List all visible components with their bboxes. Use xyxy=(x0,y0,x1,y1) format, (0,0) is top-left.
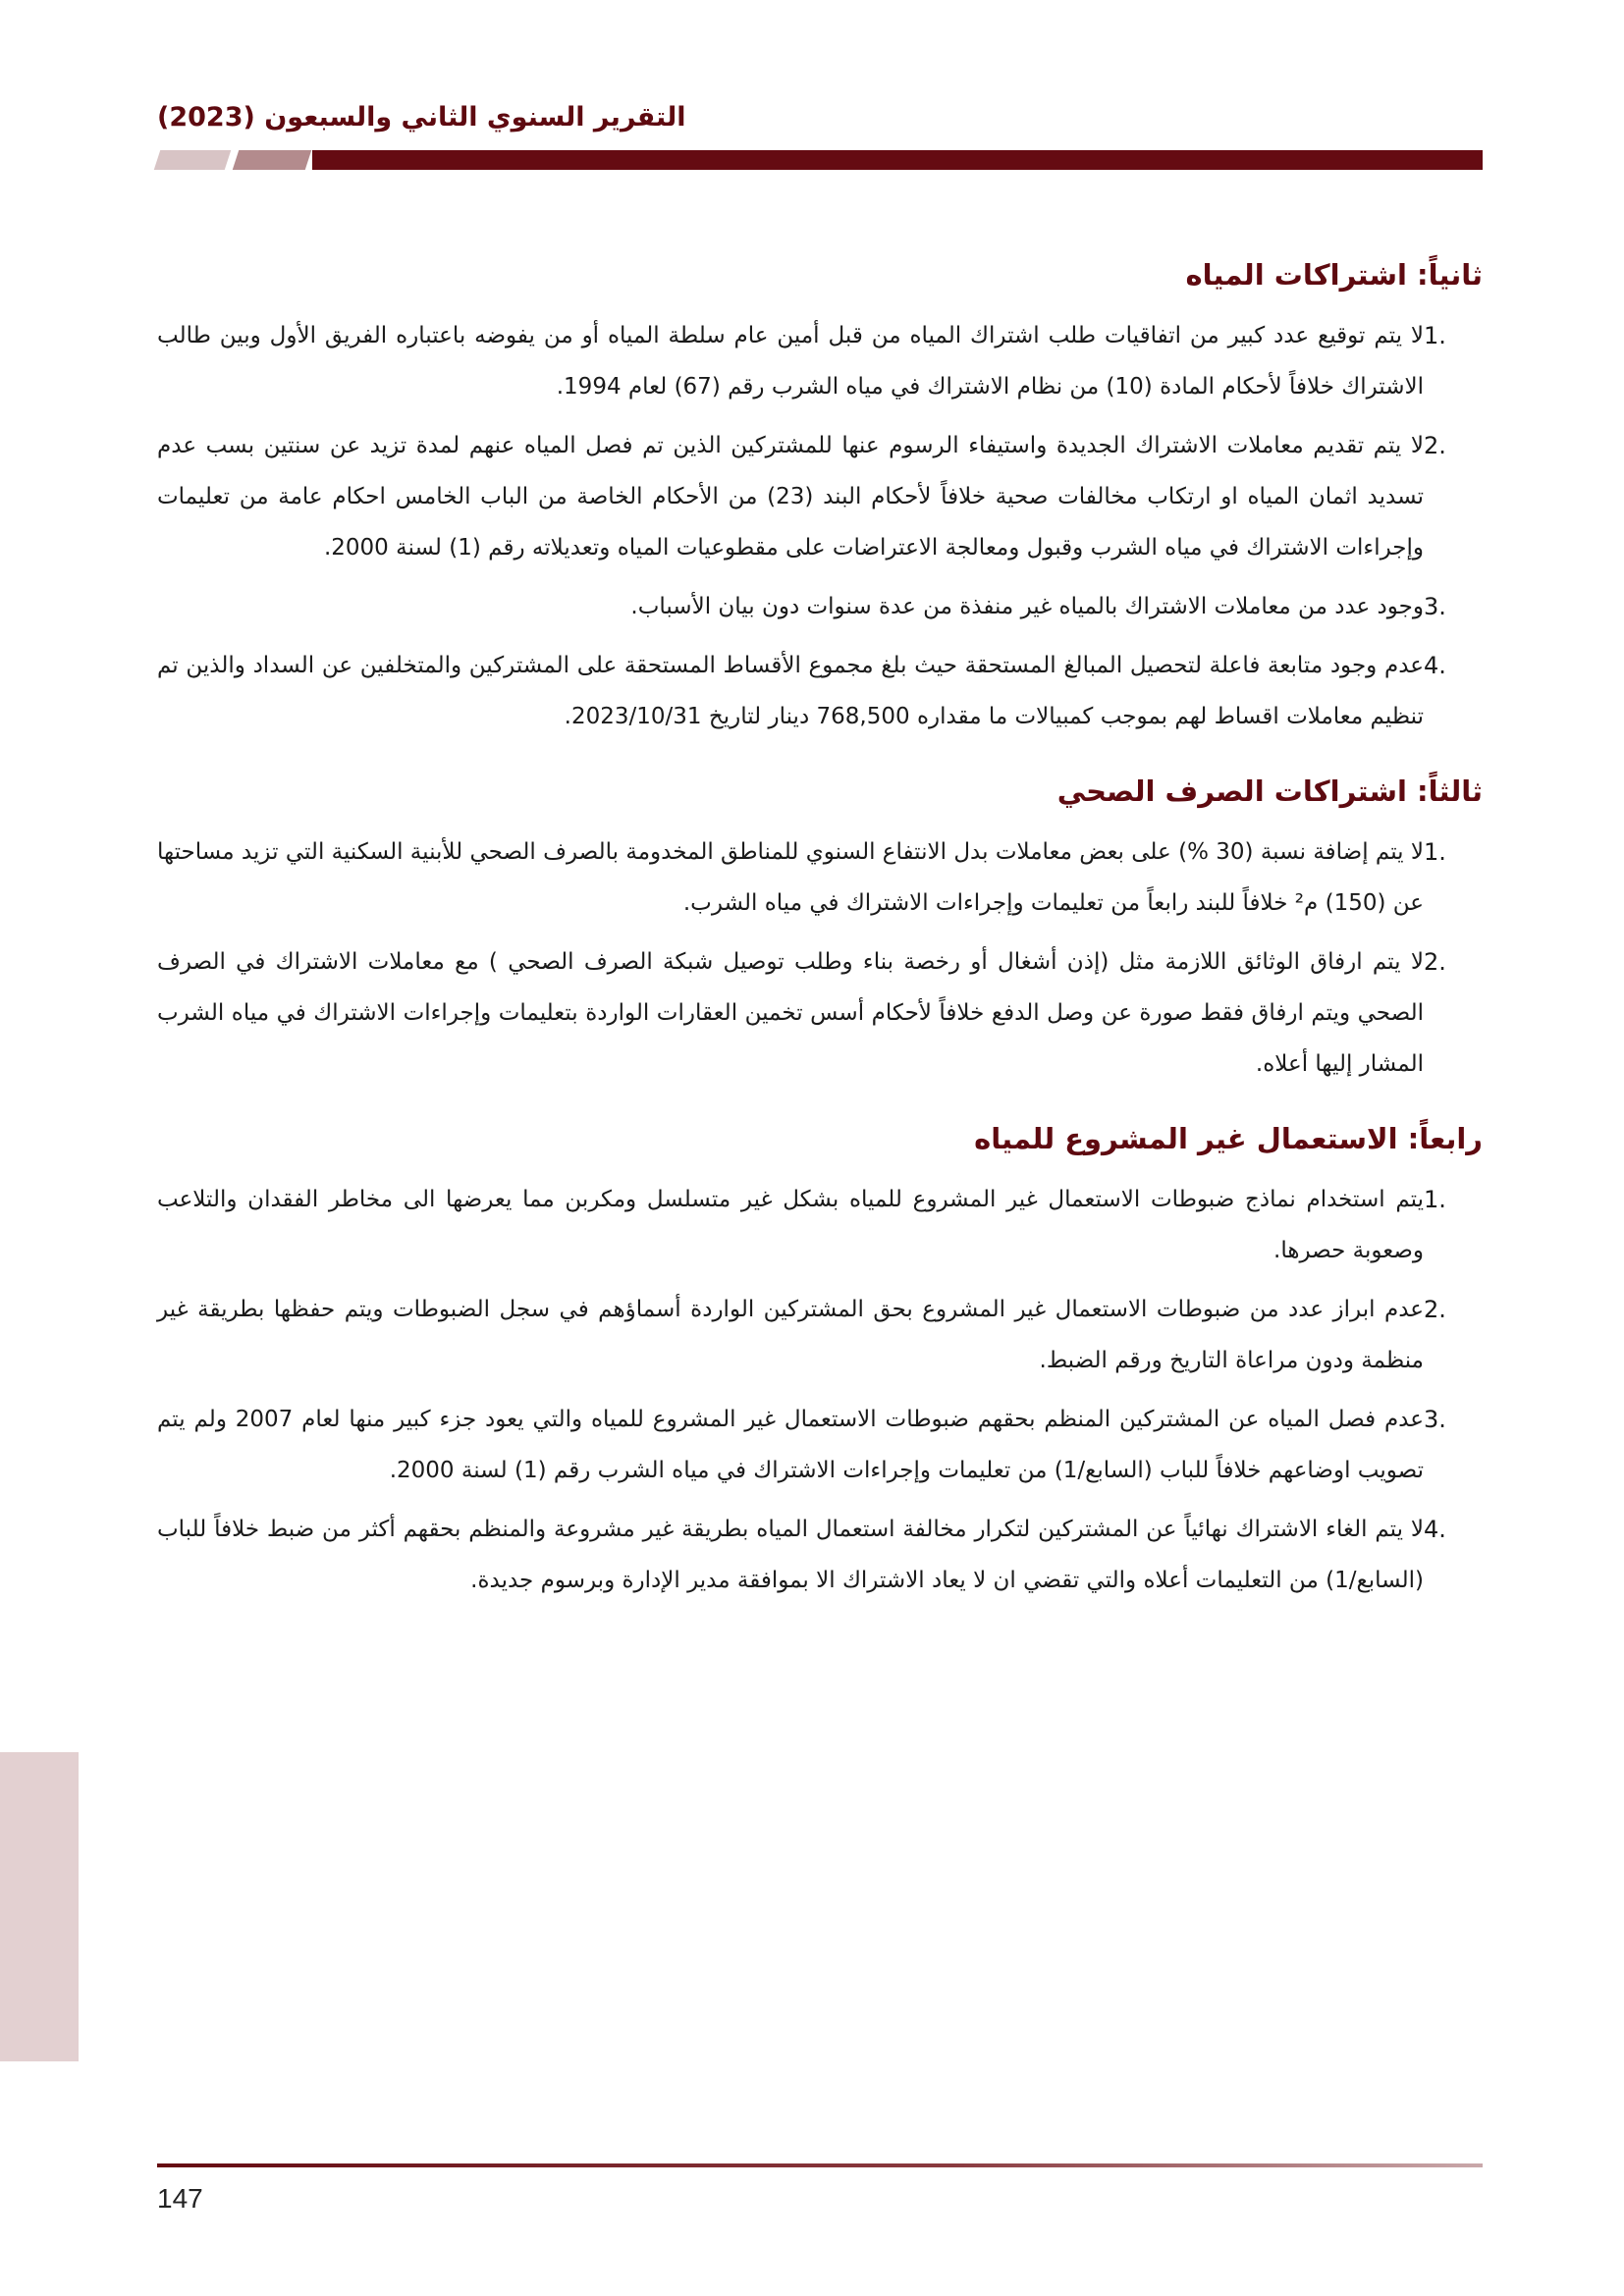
item-text: لا يتم توقيع عدد كبير من اتفاقيات طلب اشتراك المياه من قبل أمين عام سلطة المياه أو من يفوضه باعتباره الفريق الأول وبين طالب الاشتراك خلافاً لأحكام المادة (10) من نظام الاشتراك في مياه الشرب رقم (67) لعام 1994. xyxy=(157,323,1424,400)
findings-list xyxy=(157,310,1483,742)
item-text: لا يتم الغاء الاشتراك نهائياً عن المشتركين لتكرار مخالفة استعمال المياه بطريقة غير مشروعة والمنظم بحقهم أكثر من ضبط خلافاً للباب (السابع/1) من التعليمات أعلاه والتي تقضي ان لا يعاد الاشتراك الا بموافقة مدير الإدارة وبرسوم جديدة. xyxy=(157,1517,1424,1593)
list-item xyxy=(157,420,1483,573)
header-bar-medium xyxy=(233,150,311,170)
item-number: 2. xyxy=(1424,1296,1446,1323)
item-number: 3. xyxy=(1424,1406,1446,1433)
item-number: 2. xyxy=(1424,948,1446,976)
page-number: 147 xyxy=(157,2183,203,2214)
item-text: لا يتم تقديم معاملات الاشتراك الجديدة واستيفاء الرسوم عنها للمشتركين الذين تم فصل المياه عنهم لمدة تزيد عن سنتين بسب عدم تسديد اثمان المياه او ارتكاب مخالفات صحية خلافاً لأحكام البند (23) من الأحكام الخاصة من الباب الخامس احكام عامة من تعليمات وإجراءات الاشتراك في مياه الشرب وقبول ومعالجة الاعتراضات على مقطوعيات المياه وتعديلاته رقم (1) لسنة 2000. xyxy=(157,433,1424,561)
item-number: 1. xyxy=(1424,838,1446,866)
list-item xyxy=(157,1394,1483,1496)
side-tab-marker xyxy=(0,1752,79,2061)
item-number: 1. xyxy=(1424,1186,1446,1213)
findings-list xyxy=(157,827,1483,1090)
list-item xyxy=(157,310,1483,412)
footer-divider xyxy=(157,2163,1483,2167)
section-water-subscriptions xyxy=(157,247,1483,742)
item-number: 3. xyxy=(1424,593,1446,620)
header-bar-light xyxy=(154,150,231,170)
report-title: التقرير السنوي الثاني والسبعون (2023) xyxy=(157,102,686,133)
item-text: لا يتم إضافة نسبة (30 %) على بعض معاملات بدل الانتفاع السنوي للمناطق المخدومة بالصرف الصحي للأبنية السكنية التي تزيد مساحتها عن (150) م² خلافاً للبند رابعاً من تعليمات وإجراءات الاشتراك في مياه الشرب. xyxy=(157,839,1424,916)
section-heading: رابعاً: الاستعمال غير المشروع للمياه xyxy=(974,1122,1483,1155)
section-heading: ثالثاً: اشتراكات الصرف الصحي xyxy=(1056,774,1483,808)
item-text: لا يتم ارفاق الوثائق اللازمة مثل (إذن أشغال أو رخصة بناء وطلب توصيل شبكة الصرف الصحي ) مع معاملات الاشتراك في الصرف الصحي ويتم ارفاق فقط صورة عن وصل الدفع خلافاً لأحكام أسس تخمين العقارات الواردة بتعليمات وإجراءات الاشتراك في مياه الشرب المشار إليها أعلاه. xyxy=(157,949,1424,1077)
findings-list xyxy=(157,1174,1483,1606)
list-item xyxy=(157,1284,1483,1386)
list-item xyxy=(157,936,1483,1090)
list-item xyxy=(157,581,1483,632)
item-number: 4. xyxy=(1424,1516,1446,1543)
document-body xyxy=(157,247,1483,1628)
item-text: وجود عدد من معاملات الاشتراك بالمياه غير منفذة من عدة سنوات دون بيان الأسباب. xyxy=(630,594,1424,619)
item-number: 1. xyxy=(1424,322,1446,349)
list-item xyxy=(157,640,1483,742)
header-bar-dark xyxy=(312,150,1483,170)
item-text: عدم فصل المياه عن المشتركين المنظم بحقهم ضبوطات الاستعمال غير المشروع للمياه والتي يعود جزء كبير منها لعام 2007 ولم يتم تصويب اوضاعهم خلافاً للباب (السابع/1) من تعليمات وإجراءات الاشتراك في مياه الشرب رقم (1) لسنة 2000. xyxy=(157,1407,1424,1483)
item-text: عدم وجود متابعة فاعلة لتحصيل المبالغ المستحقة حيث بلغ مجموع الأقساط المستحقة على المشتركين والمتخلفين عن السداد والذين تم تنظيم معاملات اقساط لهم بموجب كمبيالات ما مقداره 768,500 دينار لتاريخ 2023/10/31. xyxy=(157,653,1424,729)
section-heading: ثانياً: اشتراكات المياه xyxy=(1185,258,1483,292)
section-sewage-subscriptions xyxy=(157,764,1483,1090)
list-item xyxy=(157,1174,1483,1276)
list-item xyxy=(157,1504,1483,1606)
section-illegal-water-use xyxy=(157,1111,1483,1606)
item-text: يتم استخدام نماذج ضبوطات الاستعمال غير المشروع للمياه بشكل غير متسلسل ومكربن مما يعرضها الى مخاطر الفقدان والتلاعب وصعوبة حصرها. xyxy=(157,1187,1424,1263)
item-number: 2. xyxy=(1424,432,1446,459)
item-text: عدم ابراز عدد من ضبوطات الاستعمال غير المشروع بحق المشتركين الواردة أسماؤهم في سجل الضبوطات ويتم حفظها بطريقة غير منظمة ودون مراعاة التاريخ ورقم الضبط. xyxy=(157,1297,1424,1373)
item-number: 4. xyxy=(1424,652,1446,679)
list-item xyxy=(157,827,1483,929)
